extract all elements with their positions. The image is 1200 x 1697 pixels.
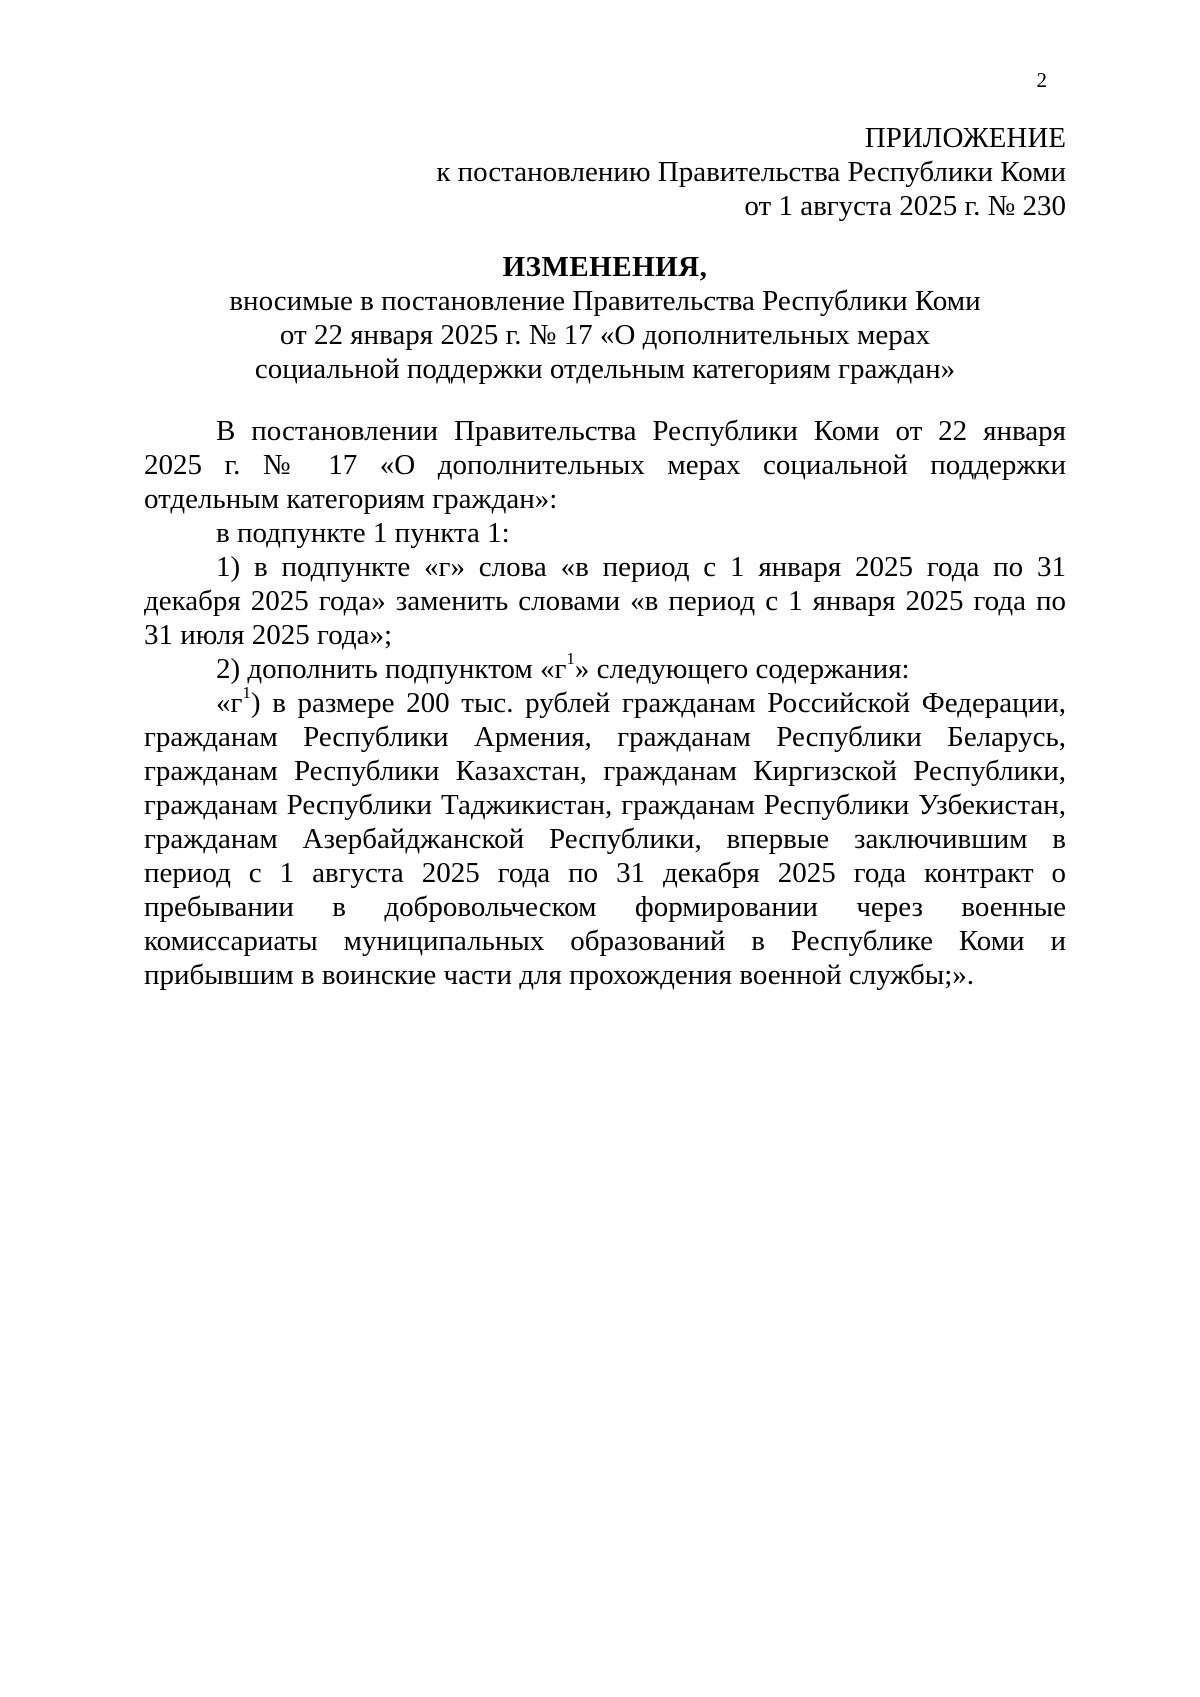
amendment-item-1: 1) в подпункте «г» слова «в период с 1 января 2025 года по 31 декабря 2025 года» заменить словами «в период с 1 января 2025 года по 31 июля 2025 года»;	[144, 551, 1066, 651]
heading-line-2: от 22 января 2025 г. № 17 «О дополнительных мерах	[279, 319, 931, 351]
appendix-resolution-ref: к постановлению Правительства Республики Коми	[436, 156, 1066, 188]
appendix-label: ПРИЛОЖЕНИЕ	[864, 122, 1066, 154]
appendix-block	[436, 121, 1066, 223]
amendment-item-2	[144, 649, 1066, 686]
quote-prefix: «г	[216, 687, 243, 719]
document-title: ИЗМЕНЕНИЯ,	[502, 251, 708, 283]
page-number: 2	[1036, 68, 1047, 92]
document-body	[144, 414, 1066, 992]
heading-line-1: вносимые в постановление Правительства Республики Коми	[229, 285, 981, 317]
quote-body: ) в размере 200 тыс. рублей гражданам Российской Федерации, гражданам Республики Армения, гражданам Республики Беларусь, гражданам Республики Казахстан, гражданам Киргизской Республики, гражданам Республики Таджикистан, гражданам Республики Узбекистан, гражданам Азербайджанской Республики, впервые заключившим в период с 1 августа 2025 года по 31 декабря 2025 года контракт о пребывании в добровольческом формировании через военные комиссариаты муниципальных образований в Республике Коми и прибывшим в воинские части для прохождения военной службы;».	[144, 687, 1066, 991]
heading-line-3: социальной поддержки отдельным категориям граждан»	[254, 353, 956, 385]
appendix-date-number: от 1 августа 2025 г. № 230	[744, 190, 1066, 222]
sub-point-paragraph: в подпункте 1 пункта 1:	[216, 517, 510, 549]
document-heading	[144, 250, 1066, 386]
item2-superscript: 1	[566, 649, 575, 669]
intro-paragraph: В постановлении Правительства Республики Коми от 22 января 2025 г. № 17 «О дополнительных мерах социальной поддержки отдельным категориям граждан»:	[144, 415, 1066, 515]
new-subpoint-text	[144, 683, 1066, 992]
quote-superscript: 1	[242, 683, 251, 703]
item2-text-after: » следующего содержания:	[574, 653, 910, 685]
item2-text-before: 2) дополнить подпунктом «г	[216, 653, 567, 685]
